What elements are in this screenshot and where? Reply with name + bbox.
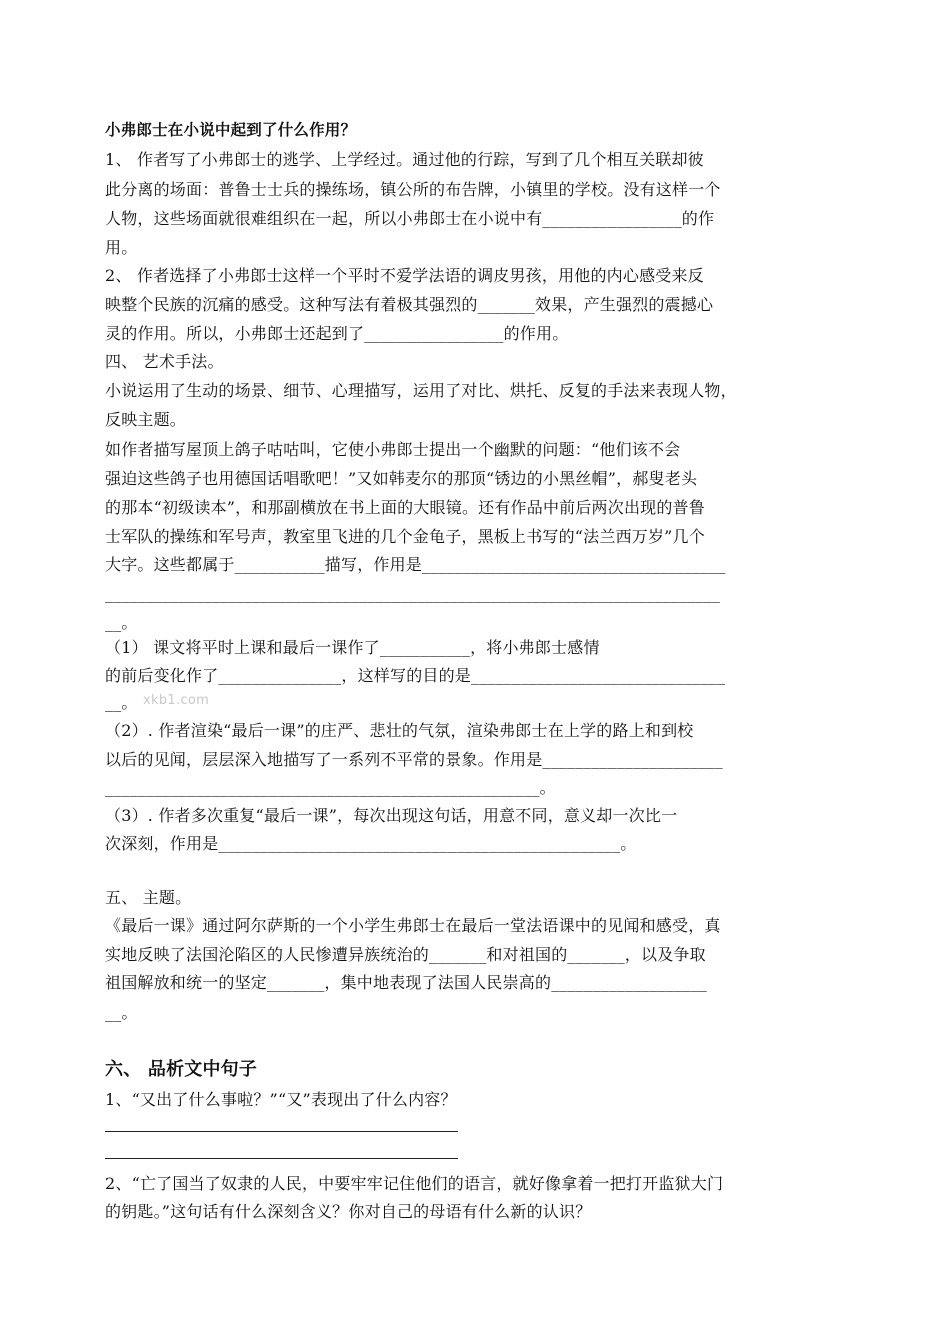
paragraph-line: 的前后变化作了_______________，这样写的目的是_______________________________ — [105, 666, 726, 685]
paragraph-line: __。 — [105, 693, 138, 712]
paragraph-line: 2、 作者选择了小弗郎士这样一个平时不爱学法语的调皮男孩，用他的内心感受来反 — [105, 266, 704, 285]
paragraph-line: __。 — [105, 613, 138, 632]
answer-blank-line: ___________________________________________________________________________ — [105, 584, 720, 603]
paragraph-line: 实地反映了法国沦陷区的人民惨遭异族统治的_______和对祖国的_______，以及争取 — [105, 945, 706, 964]
question-line: （3）. 作者多次重复“最后一课”，每次出现这句话，用意不同，意义却一次比一 — [105, 806, 678, 825]
paragraph-line: 以后的见闻，层层深入地描写了一系列不平常的景象。作用是______________________ — [105, 750, 723, 769]
paragraph-line: 的钥匙。”这句话有什么深刻含义？你对自己的母语有什么新的认识？ — [105, 1202, 592, 1221]
paragraph-line: 士军队的操练和军号声，教室里飞进的几个金龟子，黑板上书写的“法兰西万岁”几个 — [105, 527, 705, 546]
paragraph-line: 大字。这些都属于___________描写，作用是_____________________________________ — [105, 555, 726, 574]
paragraph-line: 的那本“初级读本”，和那副横放在书上面的大眼镜。还有作品中前后两次出现的普鲁 — [105, 498, 705, 517]
paragraph-line: 反映主题。 — [105, 410, 187, 429]
paragraph-line: 《最后一课》通过阿尔萨斯的一个小学生弗郎士在最后一堂法语课中的见闻和感受，真 — [105, 916, 721, 935]
paragraph-line: 次深刻，作用是_________________________________________________。 — [105, 834, 637, 853]
paragraph-line: 如作者描写屋顶上鸽子咕咕叫，它使小弗郎士提出一个幽默的问题：“他们该不会 — [105, 440, 681, 459]
question-line: 1、“又出了什么事啦？”“又”表现出了什么内容？ — [105, 1090, 457, 1109]
paragraph-line: _____________________________________________________。 — [105, 778, 556, 797]
question-line: （1） 课文将平时上课和最后一课作了___________，将小弗郎士感情 — [105, 638, 600, 657]
paragraph-line: 灵的作用。所以，小弗郎士还起到了_________________的作用。 — [105, 324, 569, 343]
paragraph-line: 人物，这些场面就很难组织在一起，所以小弗郎士在小说中有_________________的作 — [105, 209, 715, 228]
answer-rule — [105, 1131, 458, 1132]
paragraph-line: 映整个民族的沉痛的感受。这种写法有着极其强烈的_______效果，产生强烈的震撼心 — [105, 295, 714, 314]
paragraph-line: 用。 — [105, 238, 138, 257]
section-five-title: 五、 主题。 — [105, 888, 192, 907]
paragraph-line: 小说运用了生动的场景、细节、心理描写，运用了对比、烘托、反复的手法来表现人物， — [105, 381, 737, 400]
question-line: （2）. 作者渲染“最后一课”的庄严、悲壮的气氛，渲染弗郎士在上学的路上和到校 — [105, 721, 694, 740]
question-line: 2、“亡了国当了奴隶的人民，中要牢牢记住他们的语言，就好像拿着一把打开监狱大门 — [105, 1174, 724, 1193]
paragraph-line: 1、 作者写了小弗郎士的逃学、上学经过。通过他的行踪，写到了几个相互关联却彼 — [105, 150, 704, 169]
section-four-title: 四、 艺术手法。 — [105, 352, 224, 371]
answer-rule — [105, 1158, 458, 1159]
paragraph-line: 此分离的场面：普鲁士士兵的操练场，镇公所的布告牌，小镇里的学校。没有这样一个 — [105, 180, 721, 199]
question-heading: 小弗郎士在小说中起到了什么作用？ — [105, 121, 357, 139]
paragraph-line: __。 — [105, 1003, 138, 1022]
paragraph-line: 祖国解放和统一的坚定_______，集中地表现了法国人民崇高的___________________ — [105, 973, 708, 992]
paragraph-line: 强迫这些鸽子也用德国话唱歌吧！”又如韩麦尔的那顶“锈边的小黑丝帽”，郝叟老头 — [105, 469, 698, 488]
watermark-text: xkb1.com — [143, 693, 210, 708]
section-six-title: 六、 品析文中句子 — [105, 1059, 258, 1080]
